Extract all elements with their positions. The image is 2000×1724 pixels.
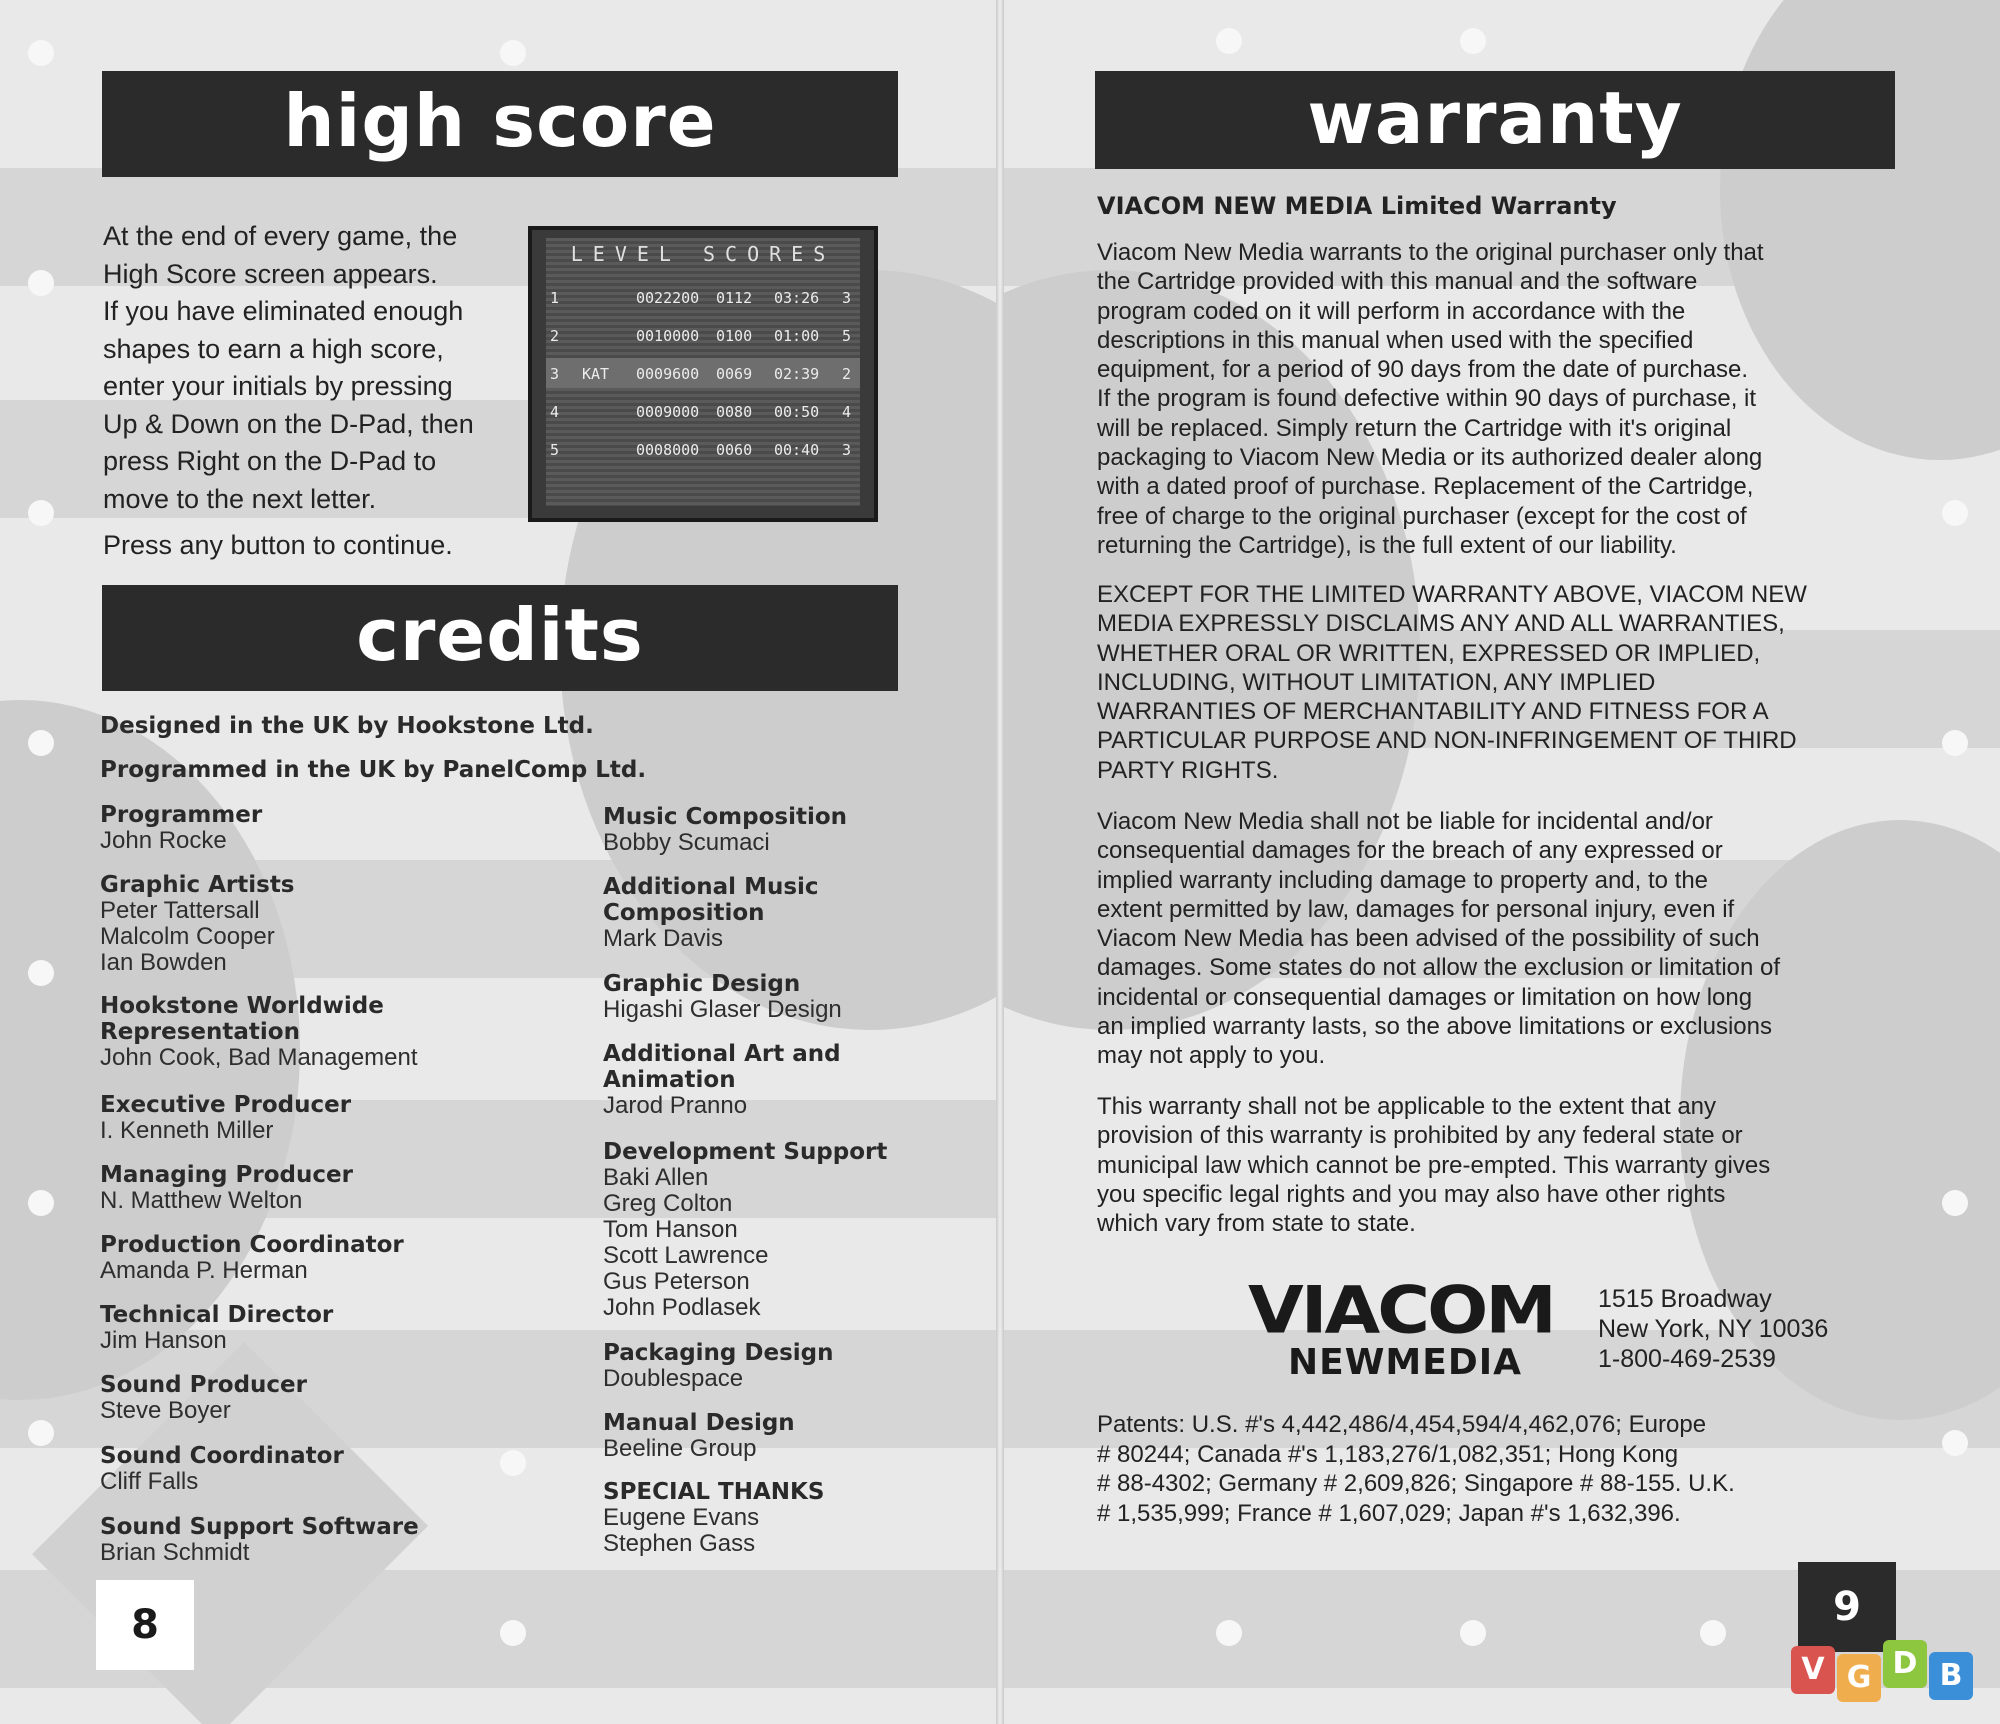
warranty-paragraph-1 [1097,238,1887,560]
text-line: WARRANTIES OF MERCHANTABILITY AND FITNESS FOR A [1097,698,1769,726]
text-line: If the program is found defective within 90 days of purchase, it [1097,385,1757,413]
text-line: which vary from state to state. [1097,1210,1416,1238]
text-line: with a dated proof of purchase. Replacement of the Cartridge, [1097,473,1754,501]
warranty-banner [1095,71,1895,169]
credit-role: Additional Art and Animation [603,1041,841,1093]
text-line: extent permitted by law, damages for personal injury, even if [1097,895,1735,923]
credit-entry [603,1340,943,1392]
credit-entry [603,1139,983,1321]
text-line: Patents: U.S. #'s 4,442,486/4,454,594/4,462,076; Europe [1097,1411,1707,1438]
credit-names: I. Kenneth Miller [100,1117,274,1144]
credit-entry [603,1479,943,1557]
text-line: implied warranty including damage to property and, to the [1097,866,1709,894]
score-row: 3 KAT 0009600 0069 02:39 2 [546,358,860,388]
instruction-line: shapes to earn a high score, [103,333,444,364]
instruction-line: If you have eliminated enough [103,296,464,326]
text-line: # 1,535,999; France # 1,607,029; Japan #'s 1,632,396. [1097,1499,1681,1527]
credit-names: Higashi Glaser Design [603,996,842,1023]
credit-entry [100,993,500,1071]
credit-role: Hookstone Worldwide Representation [100,993,384,1045]
instruction-line: High Score screen appears. [103,258,438,289]
credit-names: Cliff Falls [100,1468,199,1495]
credit-entry [100,1302,440,1354]
credit-role: Graphic Artists [100,872,295,898]
credit-entry [100,1514,500,1566]
credit-role: Additional Music Composition [603,874,819,926]
instruction-line: press Right on the D-Pad to [103,446,437,476]
text-line: INCLUDING, WITHOUT LIMITATION, ANY IMPLIED [1097,668,1656,696]
credit-names: John Cook, Bad Management [100,1044,418,1071]
credit-role: Manual Design [603,1410,795,1436]
credit-names: Amanda P. Herman [100,1257,308,1284]
text-line: may not apply to you. [1097,1042,1326,1070]
text-line: an implied warranty lasts, so the above limitations or exclusions [1097,1013,1772,1041]
credit-entry [100,1443,440,1495]
text-line: equipment, for a period of 90 days from the date of purchase. [1097,356,1749,384]
text-line: provision of this warranty is prohibited by any federal state or [1097,1122,1743,1150]
continue-text: Press any button to continue. [103,530,453,560]
credit-names: Doublespace [603,1365,744,1392]
address-line: New York, NY 10036 [1598,1315,1829,1343]
credits-banner [102,585,898,691]
credit-names: Brian Schmidt [100,1539,250,1566]
score-row: 5 0008000 0060 00:40 3 [550,441,852,459]
score-row: 2 0010000 0100 01:00 5 [550,327,852,345]
credit-entry [100,1372,440,1424]
text-line: free of charge to the original purchaser (except for the cost of [1097,502,1747,530]
credit-entry [100,1162,440,1214]
warranty-paragraph-2 [1097,580,1887,785]
text-line: PARTICULAR PURPOSE AND NON-INFRINGEMENT OF THIRD [1097,727,1797,755]
high-score-title: high score [283,79,717,163]
credit-entry [603,804,943,856]
high-score-instructions [103,218,523,518]
credit-role: Packaging Design [603,1340,834,1366]
instruction-line: At the end of every game, the [103,221,458,251]
text-line: Viacom New Media has been advised of the possibility of such [1097,925,1760,953]
credit-role: Music Composition [603,804,848,830]
text-line: Viacom New Media shall not be liable for incidental and/or [1097,808,1713,835]
page-number-right: 9 [1798,1562,1896,1652]
credit-names: Jarod Pranno [603,1092,748,1119]
text-line: you specific legal rights and you may also have other rights [1097,1180,1726,1208]
credit-names: Baki Allen Greg Colton Tom Hanson Scott Lawrence Gus Peterson John Podlasek [603,1164,769,1321]
credit-entry [603,1410,943,1462]
warranty-paragraph-3 [1097,807,1887,1071]
address-line: 1515 Broadway [1598,1285,1772,1313]
credit-names: Peter Tattersall Malcolm Cooper Ian Bowden [100,897,275,976]
logo-wordmark: VIACOM [1248,1272,1554,1348]
viacom-newmedia-logo [1248,1272,1578,1382]
warranty-paragraph-4 [1097,1092,1887,1238]
credit-entry [603,971,943,1023]
credit-names: N. Matthew Welton [100,1187,303,1214]
credit-names: John Rocke [100,827,227,854]
credit-role: Sound Producer [100,1372,307,1398]
high-score-banner [102,71,898,177]
text-line: municipal law which cannot be pre-empted. This warranty gives [1097,1151,1771,1179]
watermark-letter: B [1929,1652,1973,1700]
credit-entry [100,1092,440,1144]
credit-role: Managing Producer [100,1162,353,1188]
credits-title: credits [356,593,644,677]
credit-role: Graphic Design [603,971,801,997]
credit-names: Eugene Evans Stephen Gass [603,1504,760,1557]
credit-role: SPECIAL THANKS [603,1479,825,1505]
credit-names: Steve Boyer [100,1397,231,1424]
text-line: # 80244; Canada #'s 1,183,276/1,082,351; Hong Kong [1097,1440,1679,1468]
watermark-letter: D [1883,1640,1927,1688]
text-line: EXCEPT FOR THE LIMITED WARRANTY ABOVE, VIACOM NEW [1097,581,1807,608]
credit-role: Executive Producer [100,1092,352,1118]
credit-names: Mark Davis [603,925,724,952]
text-line: incidental or consequential damages or limitation on how long [1097,983,1753,1011]
text-line: will be replaced. Simply return the Cartridge with it's original [1097,414,1732,442]
credit-role: Sound Support Software [100,1514,419,1540]
watermark-letter: V [1791,1646,1835,1694]
designed-by: Designed in the UK by Hookstone Ltd. [100,713,594,739]
instruction-line: enter your initials by pressing [103,371,453,401]
text-line: PARTY RIGHTS. [1097,756,1279,784]
credit-entry [100,802,440,854]
text-line: # 88-4302; Germany # 2,609,826; Singapore # 88-155. U.K. [1097,1470,1735,1497]
credit-role: Sound Coordinator [100,1443,344,1469]
page-gutter [996,0,1004,1724]
patents-text [1097,1410,1857,1528]
credit-entry [603,874,943,952]
credit-entry [603,1041,943,1119]
text-line: program coded on it will perform in accordance with the [1097,297,1686,325]
watermark-letter: G [1837,1654,1881,1702]
credit-entry [100,872,440,976]
text-line: This warranty shall not be applicable to the extent that any [1097,1093,1717,1120]
programmed-by: Programmed in the UK by PanelComp Ltd. [100,757,647,783]
text-line: packaging to Viacom New Media or its authorized dealer along [1097,444,1763,472]
credit-role: Production Coordinator [100,1232,404,1258]
text-line: damages. Some states do not allow the exclusion or limitation of [1097,954,1781,982]
text-line: Viacom New Media warrants to the original purchaser only that [1097,239,1764,266]
instruction-line: Up & Down on the D-Pad, then [103,408,474,439]
company-address [1598,1284,1828,1374]
credit-names: Beeline Group [603,1435,757,1462]
score-screen-title: LEVEL SCORES [570,242,836,266]
text-line: consequential damages for the breach of any expressed or [1097,837,1723,865]
text-line: MEDIA EXPRESSLY DISCLAIMS ANY AND ALL WARRANTIES, [1097,610,1785,638]
text-line: descriptions in this manual when used with the specified [1097,326,1694,354]
warranty-subtitle: VIACOM NEW MEDIA Limited Warranty [1097,192,1617,220]
vgdb-watermark [1791,1640,1981,1700]
warranty-title: warranty [1307,76,1683,160]
credit-role: Development Support [603,1139,888,1165]
credit-role: Programmer [100,802,263,828]
credit-names: Bobby Scumaci [603,829,770,856]
page-number-left: 8 [96,1580,194,1670]
logo-subwordmark: NEWMEDIA [1288,1342,1522,1383]
credit-entry [100,1232,500,1284]
high-score-screenshot [528,226,878,522]
score-row: 4 0009000 0080 00:50 4 [550,403,852,421]
instruction-line: move to the next letter. [103,483,377,514]
credit-role: Technical Director [100,1302,334,1328]
score-row: 1 0022200 0112 03:26 3 [550,289,852,307]
text-line: returning the Cartridge), is the full extent of our liability. [1097,531,1677,559]
text-line: the Cartridge provided with this manual and the software [1097,268,1698,296]
credit-names: Jim Hanson [100,1327,227,1354]
phone-number: 1-800-469-2539 [1598,1345,1776,1373]
text-line: WHETHER ORAL OR WRITTEN, EXPRESSED OR IMPLIED, [1097,639,1761,667]
